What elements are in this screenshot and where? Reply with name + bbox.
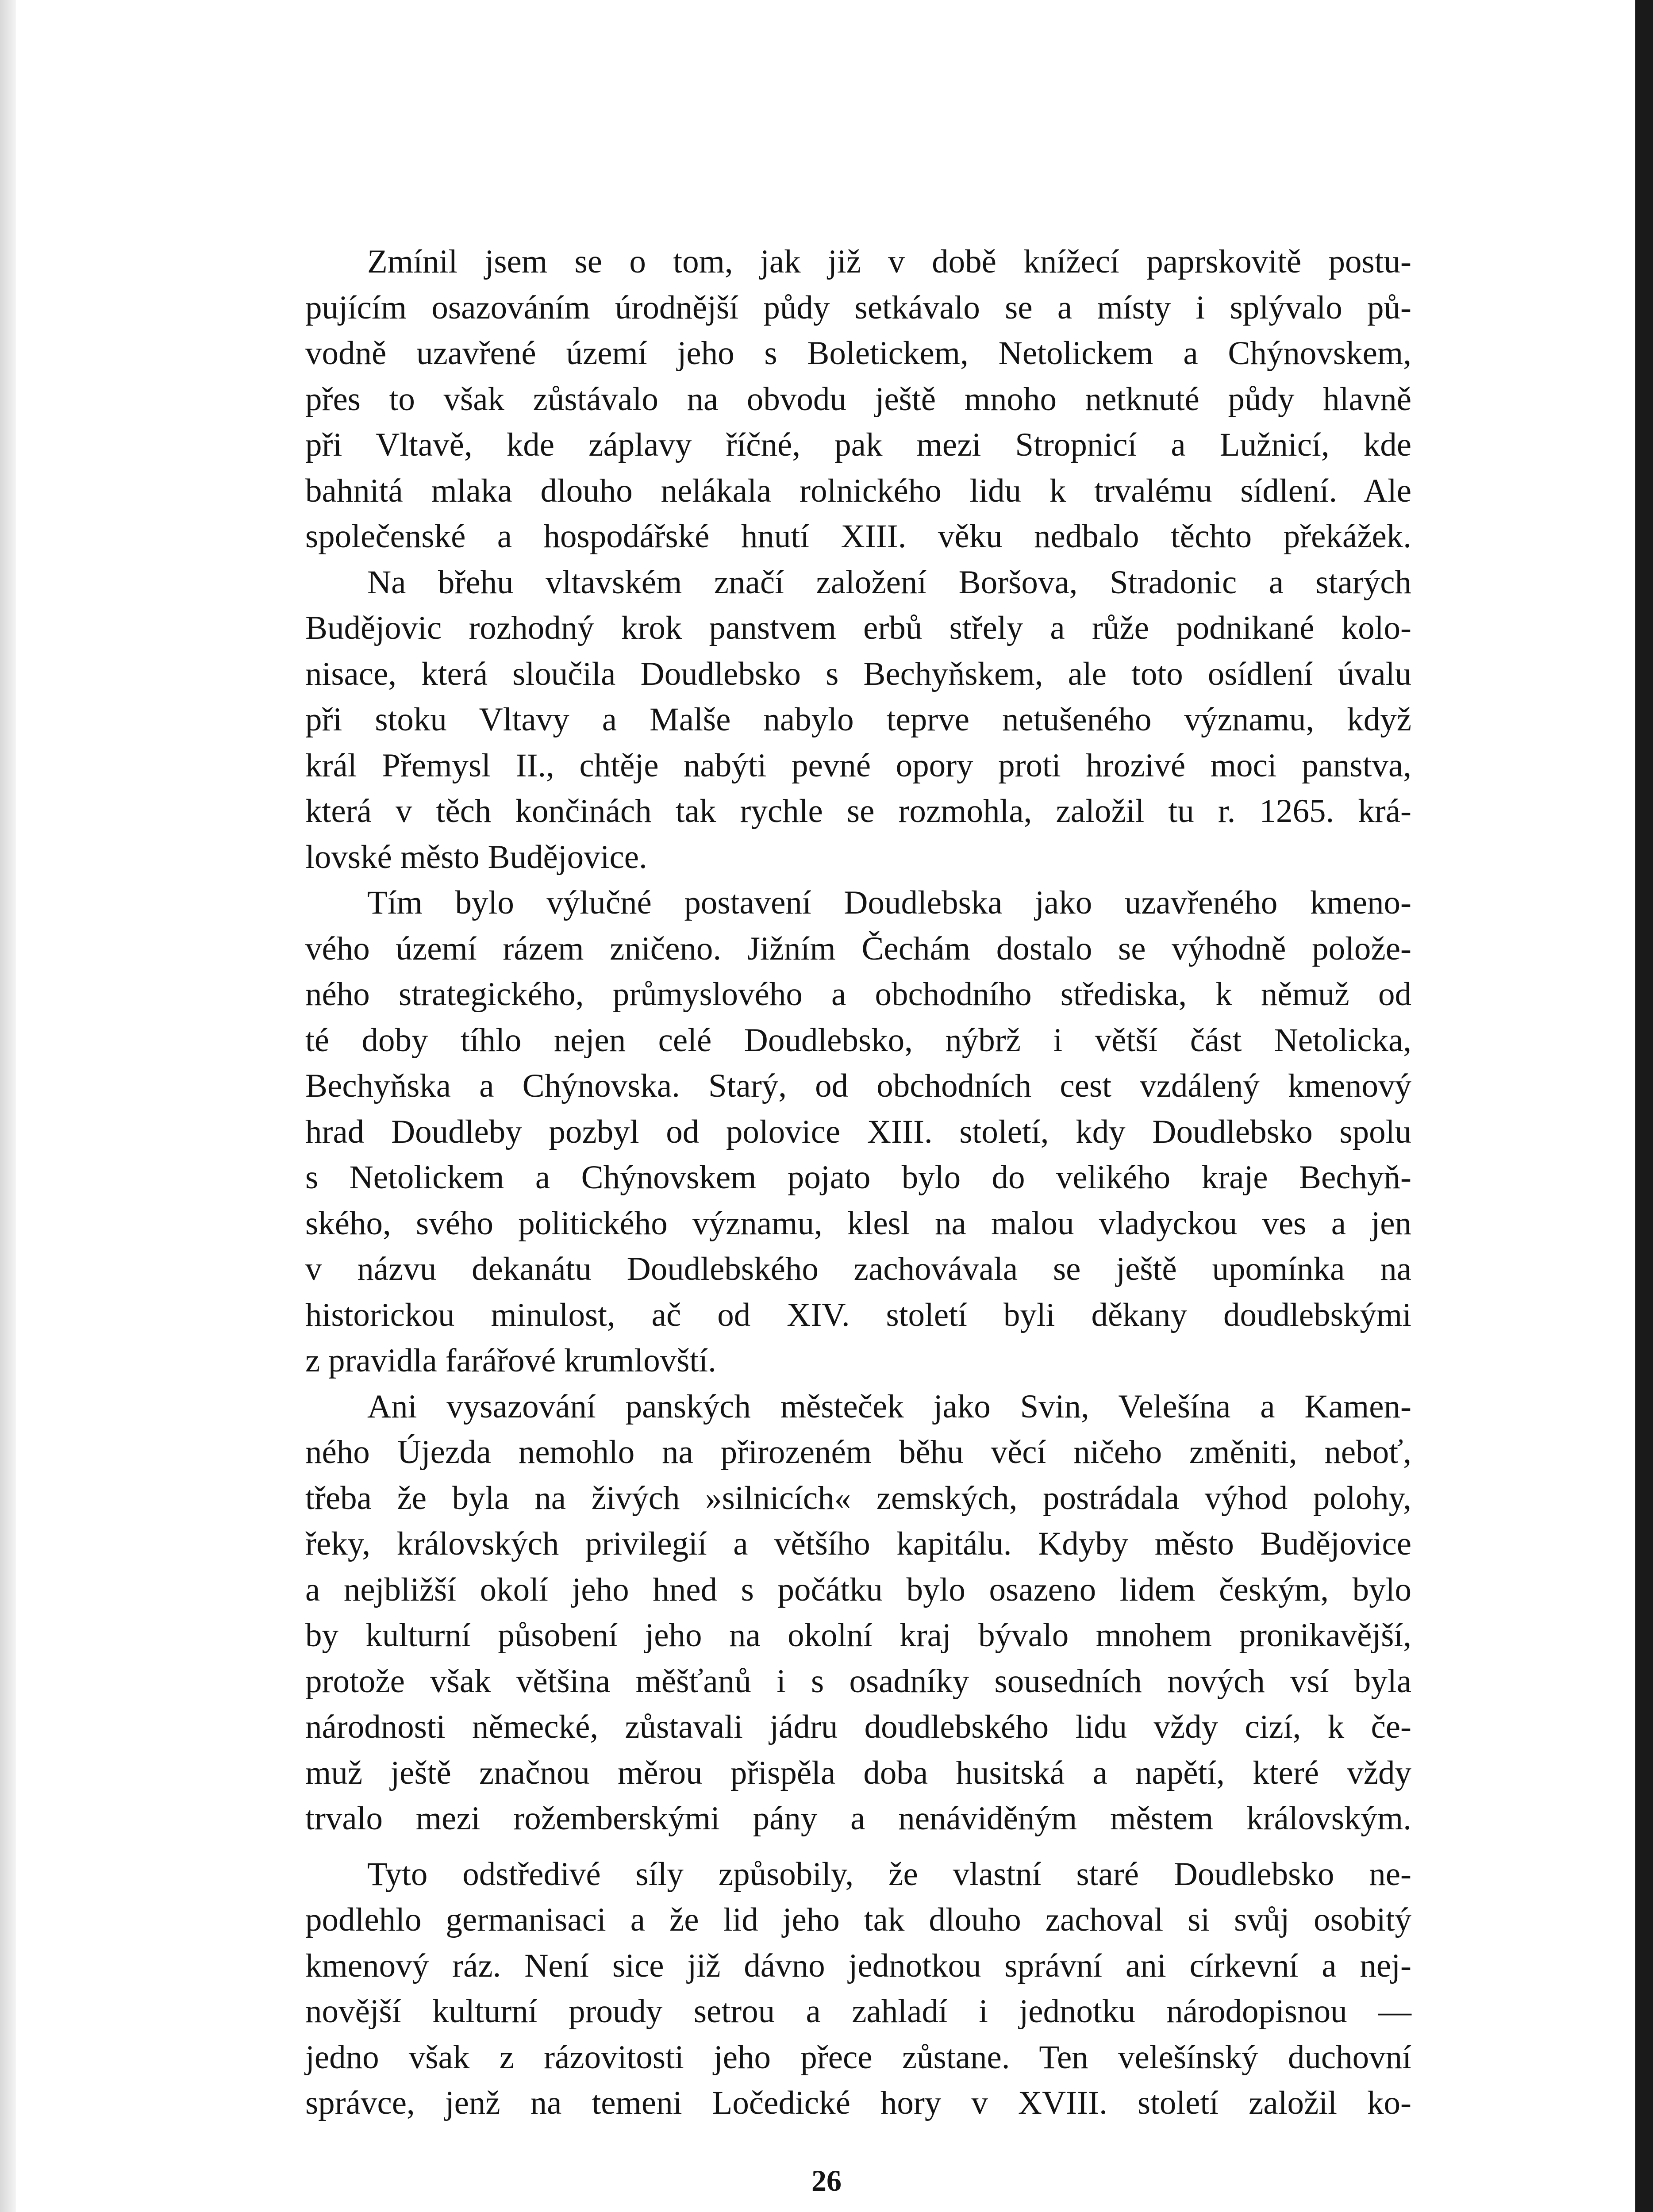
text-line: ského, svého politického významu, klesl na malou vladyckou ves a jen (305, 1205, 1411, 1242)
text-line: národnosti německé, zůstavali jádru doudlebského lidu vždy cizí, k če- (305, 1709, 1411, 1745)
text-line: Tím bylo výlučné postavení Doudlebska jako uzavřeného kmeno- (367, 884, 1411, 921)
paragraph-5 (305, 1851, 1411, 2126)
scan-edge-left (0, 0, 16, 2212)
text-line: trvalo mezi rožemberskými pány a nenáviděným městem královským. (305, 1800, 1411, 1837)
text-line: třeba že byla na živých »silnicích« zemských, postrádala výhod polohy, (305, 1479, 1411, 1517)
paragraph-3 (305, 880, 1411, 1384)
text-line: společenské a hospodářské hnutí XIII. věku nedbalo těchto překážek. (305, 518, 1411, 555)
text-line: pujícím osazováním úrodnější půdy setkávalo se a místy i splývalo pů- (305, 289, 1411, 326)
text-line: kmenový ráz. Není sice již dávno jednotkou správní ani církevní a nej- (305, 1947, 1411, 1984)
paragraph-2 (305, 560, 1411, 880)
text-line: historickou minulost, ač od XIV. století byli děkany doudlebskými (305, 1296, 1411, 1333)
text-line: Na břehu vltavském značí založení Boršova, Stradonic a starých (367, 564, 1411, 601)
text-line: řeky, královských privilegií a většího kapitálu. Kdyby město Budějovice (305, 1525, 1411, 1562)
text-line: Bechyňska a Chýnovska. Starý, od obchodních cest vzdálený kmenový (305, 1068, 1411, 1104)
text-line: Zmínil jsem se o tom, jak již v době knížecí paprskovitě postu- (367, 243, 1411, 280)
text-line: jedno však z rázovitosti jeho přece zůstane. Ten velešínský duchovní (305, 2039, 1411, 2076)
paragraph-4 (305, 1384, 1411, 1842)
text-line: v názvu dekanátu Doudlebského zachovávala se ještě upomínka na (305, 1251, 1411, 1287)
scan-edge-right (1635, 0, 1653, 2212)
text-line: při stoku Vltavy a Malše nabylo teprve netušeného významu, když (305, 701, 1411, 738)
text-line: ného Újezda nemohlo na přirozeném běhu věcí ničeho změniti, neboť, (305, 1434, 1411, 1471)
text-line: hrad Doudleby pozbyl od polovice XIII. století, kdy Doudlebsko spolu (305, 1113, 1411, 1150)
text-line: muž ještě značnou měrou přispěla doba husitská a napětí, které vždy (305, 1754, 1411, 1791)
text-line: lovské město Budějovice. (305, 838, 647, 876)
text-line: podlehlo germanisaci a že lid jeho tak dlouho zachoval si svůj osobitý (305, 1901, 1411, 1938)
text-line: nisace, která sloučila Doudlebsko s Bechyňskem, ale toto osídlení úvalu (305, 655, 1411, 692)
body-text (305, 239, 1411, 2126)
text-line: vodně uzavřené území jeho s Boletickem, Netolickem a Chýnovskem, (305, 335, 1411, 372)
text-line: při Vltavě, kde záplavy říčné, pak mezi Stropnicí a Lužnicí, kde (305, 426, 1411, 463)
text-line: protože však většina měšťanů i s osadníky sousedních nových vsí byla (305, 1663, 1411, 1700)
text-line: z pravidla farářové krumlovští. (305, 1342, 716, 1379)
text-line: novější kulturní proudy setrou a zahladí i jednotku národopisnou — (305, 1993, 1411, 2030)
text-line: správce, jenž na temeni Ločedické hory v XVIII. století založil ko- (305, 2085, 1411, 2121)
text-line: a nejbližší okolí jeho hned s počátku bylo osazeno lidem českým, bylo (305, 1571, 1411, 1608)
text-line: vého území rázem zničeno. Jižním Čechám dostalo se výhodně polože- (305, 930, 1411, 967)
text-line: přes to však zůstávalo na obvodu ještě mnoho netknuté půdy hlavně (305, 380, 1411, 418)
text-line: Budějovic rozhodný krok panstvem erbů střely a růže podnikané kolo- (305, 610, 1411, 646)
text-line: která v těch končinách tak rychle se rozmohla, založil tu r. 1265. krá- (305, 793, 1411, 830)
text-line: Ani vysazování panských městeček jako Svin, Velešína a Kamen- (367, 1388, 1411, 1425)
paragraph-1 (305, 239, 1411, 560)
text-line: té doby tíhlo nejen celé Doudlebsko, nýbrž i větší část Netolicka, (305, 1022, 1411, 1059)
page-number: 26 (811, 2164, 842, 2197)
text-line: Tyto odstředivé síly způsobily, že vlastní staré Doudlebsko ne- (367, 1855, 1411, 1893)
text-line: s Netolickem a Chýnovskem pojato bylo do velikého kraje Bechyň- (305, 1159, 1411, 1196)
text-line: král Přemysl II., chtěje nabýti pevné opory proti hrozivé moci panstva, (305, 747, 1411, 784)
text-line: by kulturní působení jeho na okolní kraj bývalo mnohem pronikavější, (305, 1617, 1411, 1654)
text-line: ného strategického, průmyslového a obchodního střediska, k němuž od (305, 976, 1411, 1013)
text-line: bahnitá mlaka dlouho nelákala rolnického lidu k trvalému sídlení. Ale (305, 472, 1411, 509)
